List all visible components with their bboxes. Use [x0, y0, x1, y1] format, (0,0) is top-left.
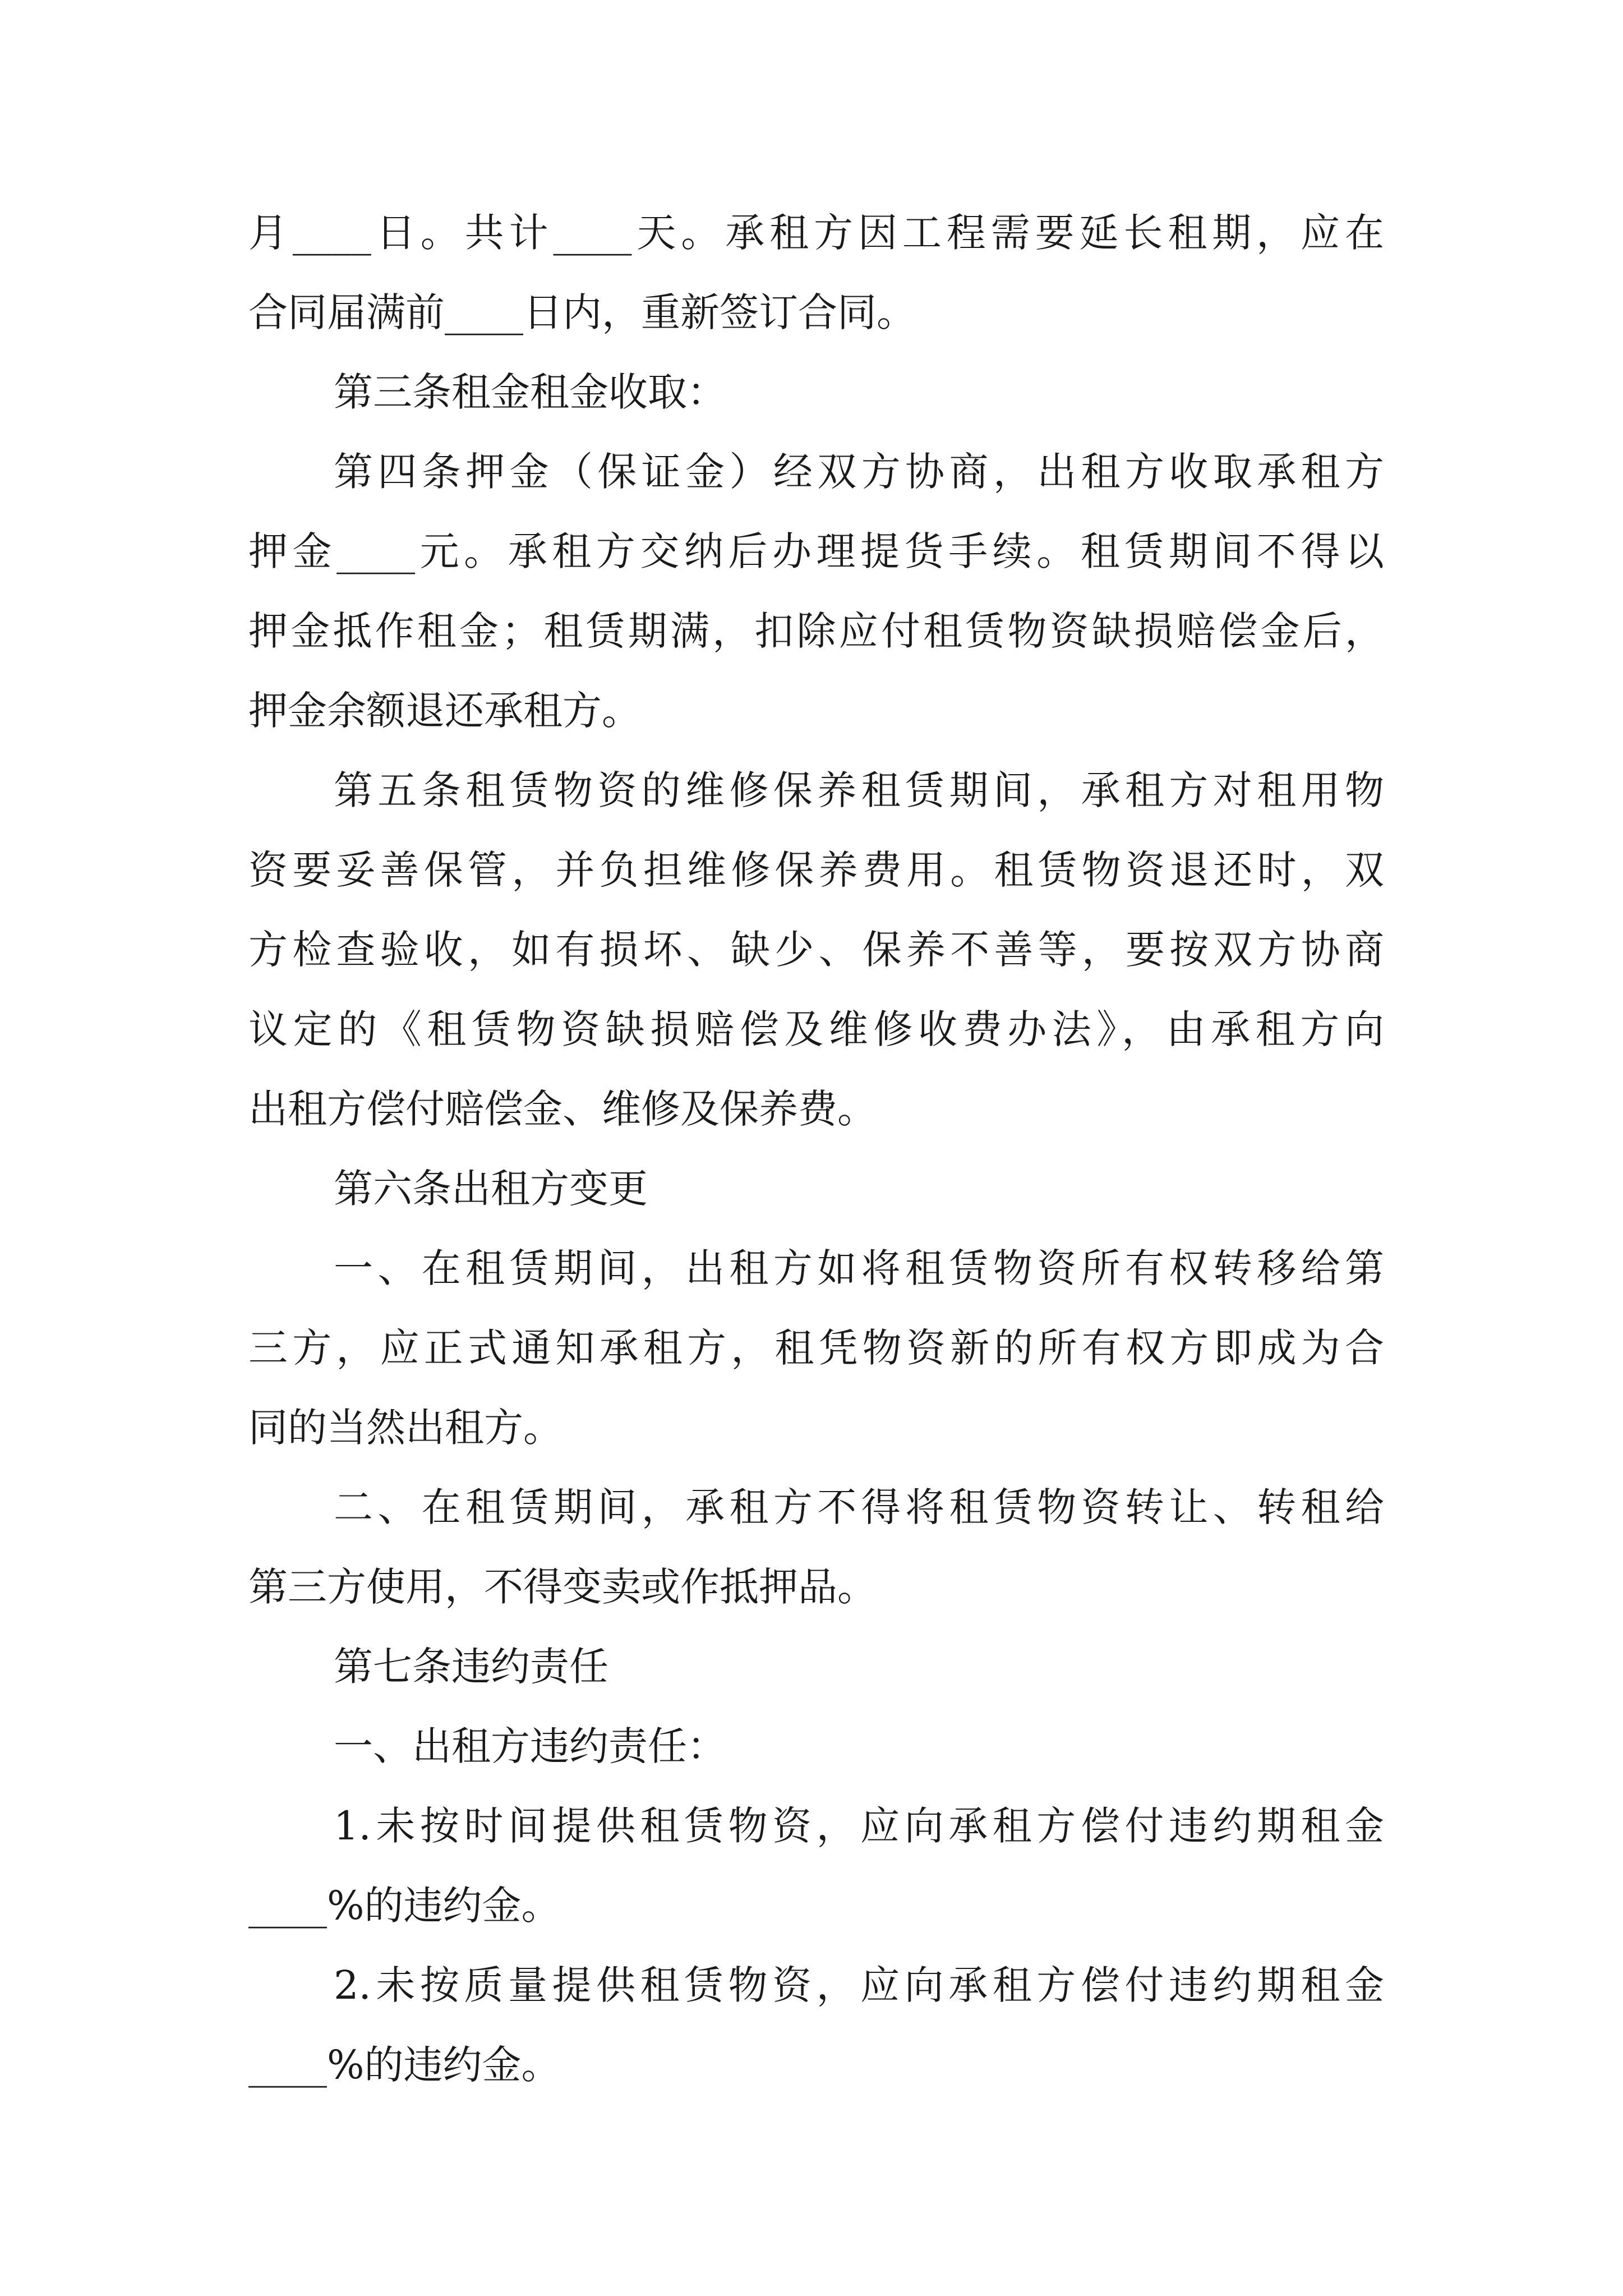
text-line: 资要妥善保管，并负担维修保养费用。租赁物资退还时，双 — [248, 847, 1384, 893]
text-line: 一、出租方违约责任： — [334, 1723, 726, 1769]
clause-5-line: 第五条租赁物资的维修保养租赁期间，承租方对租用物 — [334, 767, 1384, 813]
contract-body — [248, 193, 1384, 2105]
text-line: 押金抵作租金；租赁期满，扣除应付租赁物资缺损赔偿金后， — [248, 608, 1384, 654]
text-line: 出租方偿付赔偿金、维修及保养费。 — [248, 1086, 877, 1132]
text-line: 方检查验收，如有损坏、缺少、保养不善等，要按双方协商 — [248, 927, 1384, 973]
text-line: 议定的《租赁物资缺损赔偿及维修收费办法》，由承租方向 — [248, 1006, 1384, 1052]
text-line: 第三方使用，不得变卖或作抵押品。 — [248, 1564, 877, 1610]
text-line: 1.未按时间提供租赁物资，应向承租方偿付违约期租金 — [334, 1803, 1384, 1849]
text-line: 三方，应正式通知承租方，租凭物资新的所有权方即成为合 — [248, 1325, 1384, 1371]
text-line: ____%的违约金。 — [248, 1883, 561, 1929]
text-line: 同的当然出租方。 — [248, 1405, 562, 1451]
clause-heading-6: 第六条出租方变更 — [334, 1166, 648, 1212]
text-line: 二、在租赁期间，承租方不得将租赁物资转让、转租给 — [334, 1484, 1384, 1530]
text-line: 一、在租赁期间，出租方如将租赁物资所有权转移给第 — [334, 1245, 1384, 1291]
text-line: 2.未按质量提供租赁物资，应向承租方偿付违约期租金 — [334, 1962, 1384, 2008]
clause-heading-7: 第七条违约责任 — [334, 1644, 608, 1690]
clause-heading-3: 第三条租金租金收取： — [334, 369, 726, 415]
text-line: ____%的违约金。 — [248, 2042, 561, 2088]
text-line: 押金____元。承租方交纳后办理提货手续。租赁期间不得以 — [248, 528, 1384, 574]
text-line: 合同届满前____日内，重新签订合同。 — [248, 289, 916, 335]
text-line: 押金余额退还承租方。 — [248, 688, 641, 734]
clause-4-line: 第四条押金（保证金）经双方协商，出租方收取承租方 — [334, 449, 1384, 495]
text-line: 月____日。共计____天。承租方因工程需要延长租期，应在 — [248, 210, 1384, 256]
